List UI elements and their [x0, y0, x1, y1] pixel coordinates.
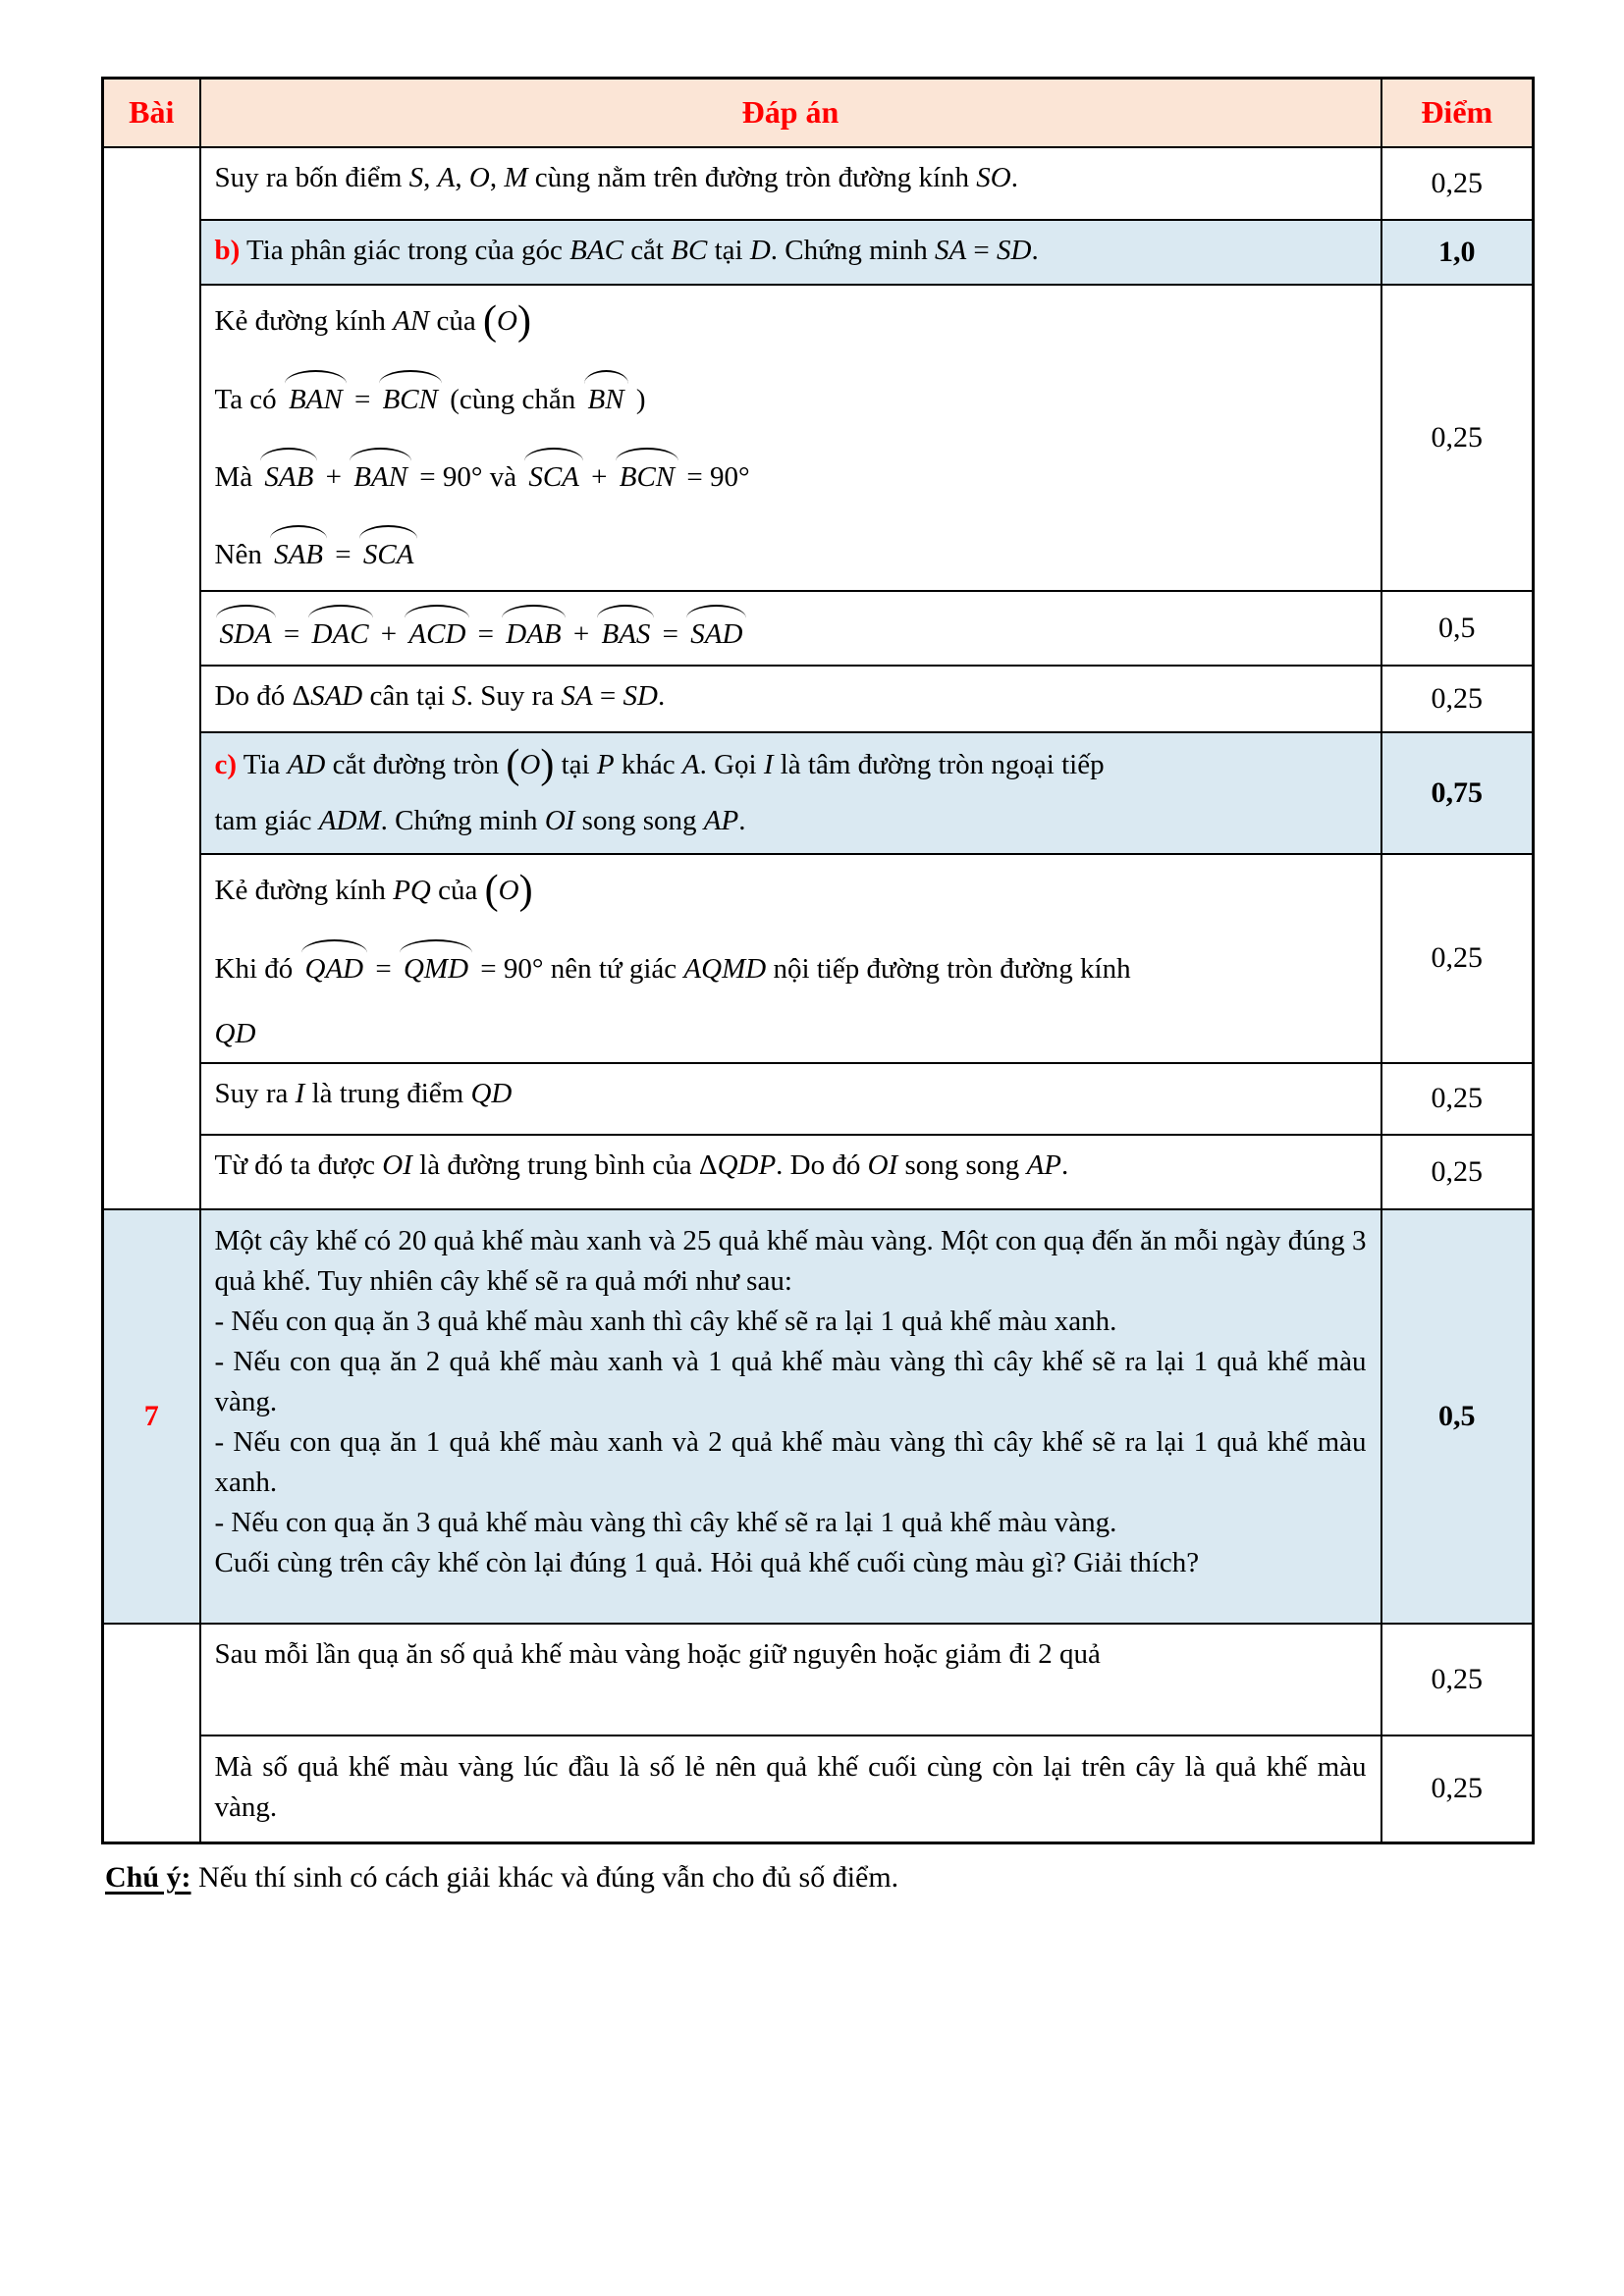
- text-run: Tia: [237, 748, 288, 780]
- text-run: SD: [623, 679, 658, 712]
- text-run: Khi đó: [214, 952, 300, 985]
- table-row: [103, 1135, 1534, 1209]
- text-run: A: [681, 748, 700, 780]
- text-run: cắt đường tròn: [325, 748, 507, 780]
- math-arc: BAN: [285, 368, 347, 419]
- text-run: AP: [703, 804, 739, 836]
- text-run: là tâm đường tròn ngoại tiếp: [773, 748, 1105, 780]
- text-run: Một cây khế có 20 quả khế màu xanh và 25 quả khế màu vàng. Một con quạ đến ăn mỗi ngày đúng 3 quả khế. Tuy nhiên cây khế sẽ ra quả mới như sau:: [214, 1224, 1367, 1297]
- text-run: - Nếu con quạ ăn 3 quả khế màu xanh thì cây khế sẽ ra lại 1 quả khế màu xanh.: [214, 1305, 1117, 1337]
- problem-number-cell: [103, 1624, 200, 1843]
- answer-cell: [200, 732, 1381, 854]
- answer-line: [214, 297, 1367, 344]
- text-run: =: [368, 952, 399, 985]
- text-run: = 90°: [679, 460, 750, 493]
- text-run: Suy ra: [214, 1077, 296, 1109]
- text-run: I: [763, 748, 774, 780]
- text-run: =: [328, 538, 358, 570]
- answer-cell: [200, 1135, 1381, 1209]
- text-run: Tia phân giác trong của góc: [240, 234, 570, 266]
- text-run: ,: [489, 161, 505, 193]
- score-cell: 0,25: [1381, 854, 1534, 1063]
- math-arc: ACD: [405, 603, 469, 654]
- text-run: (cùng chắn: [442, 383, 583, 415]
- col-header-bai: Bài: [103, 79, 200, 147]
- text-run: AP: [1026, 1148, 1061, 1181]
- text-run: ): [540, 741, 555, 787]
- answer-cell: [200, 220, 1381, 285]
- problem-number: 7: [143, 1399, 159, 1432]
- table-row: [103, 220, 1534, 285]
- text-run: = 90° nên tứ giác: [473, 952, 684, 985]
- text-run: Ta có: [214, 383, 284, 415]
- note-label: Chú ý:: [105, 1861, 191, 1894]
- text-run: BAC: [569, 234, 623, 266]
- text-run: tại: [707, 234, 750, 266]
- text-run: . Chứng minh: [770, 234, 935, 266]
- score-cell: 0,25: [1381, 1735, 1534, 1843]
- text-run: +: [318, 460, 350, 493]
- answer-line: [215, 603, 1367, 654]
- text-run: .: [738, 804, 746, 836]
- text-run: . Gọi: [699, 748, 764, 780]
- math-arc: SAD: [686, 603, 746, 654]
- text-run: .: [657, 679, 666, 712]
- score-cell: 1,0: [1381, 220, 1534, 285]
- text-run: .: [1031, 234, 1039, 266]
- text-run: (: [484, 867, 499, 913]
- text-run: =: [276, 617, 307, 650]
- text-run: của: [429, 304, 483, 337]
- text-run: P: [596, 748, 615, 780]
- answer-line: [215, 523, 1367, 574]
- answer-line: [215, 937, 1367, 988]
- answer-line: [215, 1302, 1367, 1342]
- answer-cell: [200, 1063, 1381, 1135]
- answer-cell: [200, 285, 1381, 591]
- text-run: song song: [574, 804, 704, 836]
- table-row: [103, 1063, 1534, 1135]
- score-cell: 0,5: [1381, 591, 1534, 666]
- text-run: .: [1010, 161, 1018, 193]
- text-run: .: [1061, 1148, 1069, 1181]
- text-run: ADM: [318, 804, 381, 836]
- answer-line: [215, 802, 1367, 840]
- text-run: O: [519, 748, 541, 780]
- text-run: AQMD: [683, 952, 767, 985]
- text-run: AN: [393, 304, 430, 337]
- table-row: [103, 732, 1534, 854]
- problem-number-cell: [103, 147, 200, 1209]
- text-run: =: [470, 617, 502, 650]
- math-arc: QAD: [301, 937, 368, 988]
- answer-line: [215, 232, 1367, 270]
- text-run: ,: [423, 161, 438, 193]
- text-run: AD: [287, 748, 326, 780]
- note: [105, 1858, 1536, 1896]
- text-run: OI: [867, 1148, 898, 1181]
- col-header-dapan: Đáp án: [200, 79, 1381, 147]
- table-row: [103, 1624, 1534, 1735]
- text-run: I: [295, 1077, 305, 1109]
- text-run: . Do đó: [776, 1148, 868, 1181]
- math-arc: SDA: [216, 603, 276, 654]
- table-row: [103, 591, 1534, 666]
- text-run: cắt: [623, 234, 672, 266]
- math-arc: BN: [584, 368, 628, 419]
- text-run: M: [504, 161, 528, 193]
- text-run: =: [347, 383, 378, 415]
- text-run: (: [506, 741, 520, 787]
- answer-line: [215, 446, 1367, 497]
- text-run: là trung điểm: [304, 1077, 471, 1109]
- note-text: Nếu thí sinh có cách giải khác và đúng vẫn cho đủ số điểm.: [190, 1861, 899, 1894]
- text-run: song song: [897, 1148, 1027, 1181]
- text-run: O: [498, 874, 519, 906]
- answer-line: [215, 1635, 1367, 1674]
- text-run: =: [655, 617, 686, 650]
- answer-table-body: [103, 147, 1534, 1843]
- math-arc: BAN: [350, 446, 411, 497]
- math-arc: SAB: [270, 523, 327, 574]
- answer-cell: [200, 1735, 1381, 1843]
- score-cell: 0,5: [1381, 1209, 1534, 1624]
- answer-line: [215, 1015, 1367, 1053]
- text-run: Mà số quả khế màu vàng lúc đầu là số lẻ nên quả khế cuối cùng còn lại trên cây là quả khế màu vàng.: [214, 1750, 1367, 1823]
- math-arc: SCA: [524, 446, 583, 497]
- text-run: Mà: [214, 460, 260, 493]
- col-header-diem: Điểm: [1381, 79, 1534, 147]
- text-run: S: [408, 161, 424, 193]
- answer-cell: [200, 591, 1381, 666]
- table-row: [103, 666, 1534, 732]
- text-run: cùng nằm trên đường tròn đường kính: [527, 161, 977, 193]
- text-run: nội tiếp đường tròn đường kính: [766, 952, 1131, 985]
- math-arc: QMD: [400, 937, 472, 988]
- text-run: khác: [614, 748, 682, 780]
- problem-number-cell: [103, 1209, 200, 1624]
- text-run: OI: [382, 1148, 412, 1181]
- text-run: là đường trung bình của Δ: [411, 1148, 718, 1181]
- text-run: = 90° và: [412, 460, 524, 493]
- score-cell: 0,25: [1381, 1135, 1534, 1209]
- text-run: tại: [554, 748, 597, 780]
- math-arc: BCN: [379, 368, 442, 419]
- text-run: ): [518, 867, 533, 913]
- answer-cell: [200, 854, 1381, 1063]
- text-run: b): [214, 234, 241, 266]
- text-run: D: [749, 234, 771, 266]
- answer-cell: [200, 1624, 1381, 1735]
- text-run: Do đó Δ: [214, 679, 311, 712]
- text-run: SD: [997, 234, 1032, 266]
- text-run: A: [437, 161, 456, 193]
- table-row: [103, 1209, 1534, 1624]
- text-run: SA: [561, 679, 593, 712]
- answer-cell: [200, 666, 1381, 732]
- text-run: O: [497, 304, 517, 337]
- answer-line: [214, 741, 1367, 787]
- answer-key-table: [101, 77, 1535, 1844]
- text-run: . Chứng minh: [380, 804, 545, 836]
- answer-line: [215, 159, 1367, 197]
- answer-line: [215, 1147, 1367, 1185]
- text-run: +: [583, 460, 615, 493]
- answer-line: [215, 1422, 1367, 1503]
- table-row: [103, 147, 1534, 220]
- text-run: của: [430, 874, 485, 906]
- text-run: SAD: [310, 679, 363, 712]
- answer-line: [215, 1075, 1367, 1113]
- text-run: Kẻ đường kính: [214, 874, 394, 906]
- text-run: BC: [671, 234, 708, 266]
- score-cell: 0,25: [1381, 1063, 1534, 1135]
- table-header-row: [103, 79, 1534, 147]
- answer-line: [215, 1342, 1367, 1422]
- text-run: ,: [455, 161, 469, 193]
- score-cell: 0,75: [1381, 732, 1534, 854]
- text-run: OI: [544, 804, 575, 836]
- text-run: PQ: [393, 874, 431, 906]
- math-arc: DAC: [308, 603, 373, 654]
- text-run: O: [468, 161, 490, 193]
- text-run: ): [628, 383, 646, 415]
- text-run: (: [483, 297, 498, 344]
- text-run: QDP: [717, 1148, 777, 1181]
- text-run: +: [373, 617, 405, 650]
- table-row: [103, 285, 1534, 591]
- text-run: QD: [214, 1017, 256, 1049]
- table-row: [103, 1735, 1534, 1843]
- answer-line: [215, 1503, 1367, 1543]
- text-run: SA: [934, 234, 967, 266]
- text-run: Từ đó ta được: [214, 1148, 383, 1181]
- text-run: +: [566, 617, 597, 650]
- answer-line: [215, 677, 1367, 716]
- math-arc: SAB: [260, 446, 317, 497]
- text-run: - Nếu con quạ ăn 2 quả khế màu xanh và 1 quả khế màu vàng thì cây khế sẽ ra lại 1 quả khế màu vàng.: [214, 1345, 1367, 1417]
- math-arc: BCN: [616, 446, 678, 497]
- answer-line: [214, 867, 1367, 913]
- math-arc: SCA: [359, 523, 418, 574]
- text-run: SO: [976, 161, 1011, 193]
- text-run: . Suy ra: [465, 679, 562, 712]
- math-arc: DAB: [502, 603, 565, 654]
- text-run: Suy ra bốn điểm: [214, 161, 409, 193]
- text-run: - Nếu con quạ ăn 3 quả khế màu vàng thì cây khế sẽ ra lại 1 quả khế màu vàng.: [214, 1506, 1117, 1538]
- answer-line: [215, 1747, 1367, 1828]
- text-run: S: [452, 679, 466, 712]
- answer-line: [215, 1543, 1367, 1583]
- text-run: QD: [470, 1077, 513, 1109]
- score-cell: 0,25: [1381, 147, 1534, 220]
- answer-line: [215, 1221, 1367, 1302]
- answer-cell: [200, 147, 1381, 220]
- table-row: [103, 854, 1534, 1063]
- text-run: cân tại: [362, 679, 453, 712]
- text-run: Cuối cùng trên cây khế còn lại đúng 1 quả. Hỏi quả khế cuối cùng màu gì? Giải thích?: [214, 1546, 1200, 1578]
- answer-cell: [200, 1209, 1381, 1624]
- answer-line: [215, 368, 1367, 419]
- text-run: =: [966, 234, 998, 266]
- text-run: Nên: [214, 538, 270, 570]
- text-run: ): [516, 297, 531, 344]
- text-run: tam giác: [214, 804, 319, 836]
- text-run: =: [592, 679, 623, 712]
- text-run: c): [214, 748, 238, 780]
- text-run: Kẻ đường kính: [214, 304, 394, 337]
- score-cell: 0,25: [1381, 666, 1534, 732]
- score-cell: 0,25: [1381, 1624, 1534, 1735]
- score-cell: 0,25: [1381, 285, 1534, 591]
- math-arc: BAS: [597, 603, 654, 654]
- text-run: - Nếu con quạ ăn 1 quả khế màu xanh và 2 quả khế màu vàng thì cây khế sẽ ra lại 1 quả khế màu xanh.: [214, 1425, 1367, 1498]
- text-run: Sau mỗi lần quạ ăn số quả khế màu vàng hoặc giữ nguyên hoặc giảm đi 2 quả: [214, 1637, 1101, 1670]
